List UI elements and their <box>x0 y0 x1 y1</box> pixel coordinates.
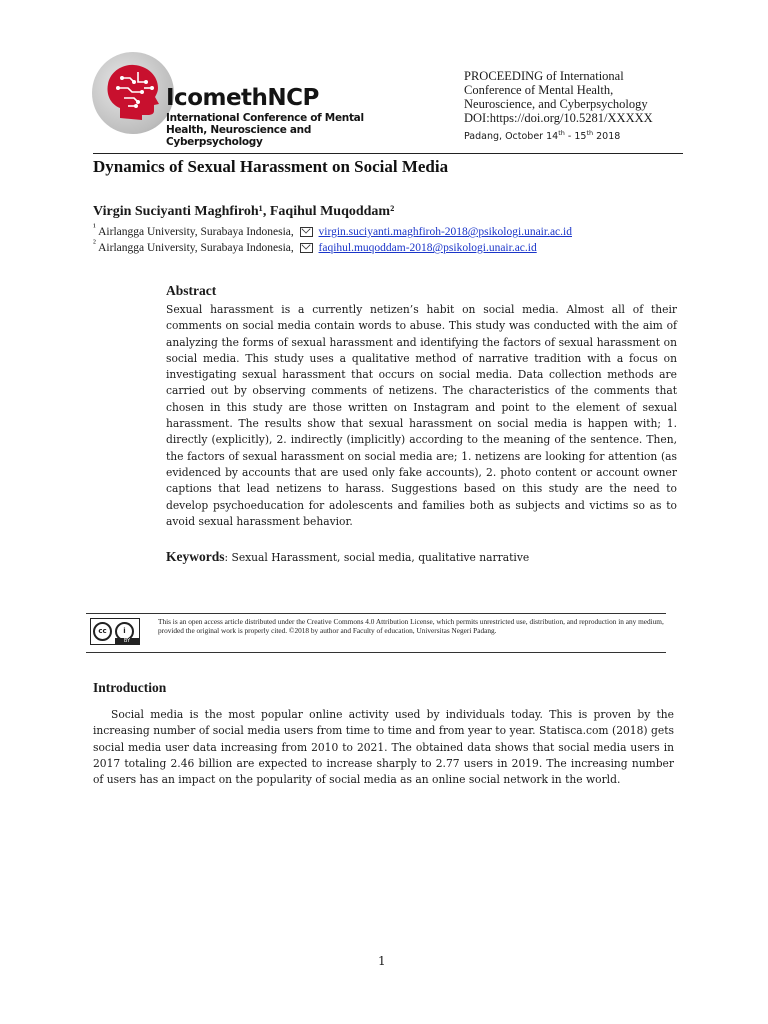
keywords <box>166 549 529 565</box>
license-text: This is an open access article distributed under the Creative Commons 4.0 Attribution License, which permits unrestricted use, distribution, and reproduction in any medium, provided the original work is properly cited. ©2018 by author and Faculty of education, Universitas Negeri Padang. <box>158 617 664 635</box>
paper-authors: Virgin Suciyanti Maghfiroh¹, Faqihul Muqoddam² <box>93 204 395 219</box>
proceeding-line-2: Conference of Mental Health, <box>464 83 614 97</box>
abstract-text: Sexual harassment is a currently netizen’s habit on social media. Almost all of their comments on social media contain words to abuse. This study was conducted with the aim of analyzing the forms of sexual harassment and identifying the factors of sexual harassment on social media. This study uses a qualitative method of narrative tradition with a focus on investigating sexual harassment that occurs on social media. Data collection methods are carried out by observing comments of netizens. The characteristics of the comments that chosen in this study are those written on Instagram and point to the element of sexual harassment. The results show that sexual harassment on social media is happen with; 1. directly (explicitly), 2. indirectly (implicitly) according to the meaning of the sentence. Then, the factors of sexual harassment on social media are; 1. netizens are looking for attention (as evidenced by accounts that are used only fake accounts), 2. photo content or account owner captions that lead netizens to harass. Suggestions based on this study are the need to develop psychoeducation for adolescents and families both as subjects and victims so as to avoid sexual harassment behavior. <box>166 303 677 528</box>
cc-by-label: BY <box>115 638 139 644</box>
paper-title: Dynamics of Sexual Harassment on Social Media <box>93 157 449 176</box>
author-1-email-link[interactable]: virgin.suciyanti.maghfiroh-2018@psikologi.unair.ac.id <box>318 225 572 238</box>
introduction-heading: Introduction <box>93 680 167 695</box>
conference-date: Padang, October 14th - 15th 2018 <box>464 129 621 143</box>
license-box <box>86 613 666 653</box>
proceeding-info <box>464 69 704 144</box>
email-icon <box>300 227 313 237</box>
keywords-label: Keywords <box>166 549 225 564</box>
affiliation-1: $^{^1}$ Airlangga University, Surabaya Indonesia, virgin.suciyanti.maghfiroh-2018@psikologi.unair.ac.id <box>93 222 572 238</box>
logo-subtitle: International Conference of Mental Health, Neuroscience and Cyberpsychology <box>166 112 364 148</box>
cc-icon: cc <box>93 622 112 641</box>
brain-head-icon <box>98 58 168 128</box>
attribution-icon: i <box>115 622 134 641</box>
header-divider <box>93 153 683 154</box>
cc-by-badge-icon[interactable] <box>90 618 140 645</box>
abstract-heading: Abstract <box>166 283 217 298</box>
author-2-email-link[interactable]: faqihul.muqoddam-2018@psikologi.unair.ac.id <box>318 241 537 254</box>
introduction-text: Social media is the most popular online activity used by individuals today. This is proven by the increasing number of social media users from time to time and from year to year. Statisca.com (2018) gets social media user data increasing from 2010 to 2021. The obtained data shows that social media users in 2017 totaling 2.46 billion are expected to increase sharply to 2.77 users in 2019. The increasing number of users has an impact on the popularity of social media as an online social network in the world. <box>93 708 674 787</box>
proceeding-line-1: PROCEEDING of International <box>464 69 624 83</box>
page-number: 1 <box>378 954 386 968</box>
affiliation-2: $^{^2}$ Airlangga University, Surabaya Indonesia, faqihul.muqoddam-2018@psikologi.unair.ac.id <box>93 238 537 254</box>
logo-name: IcomethNCP <box>166 85 319 111</box>
conference-logo <box>92 52 364 152</box>
doi-link[interactable]: DOI:https://doi.org/10.5281/XXXXX <box>464 111 653 125</box>
email-icon <box>300 243 313 253</box>
proceeding-line-3: Neuroscience, and Cyberpsychology <box>464 97 648 111</box>
keywords-text: : Sexual Harassment, social media, qualitative narrative <box>224 551 530 564</box>
